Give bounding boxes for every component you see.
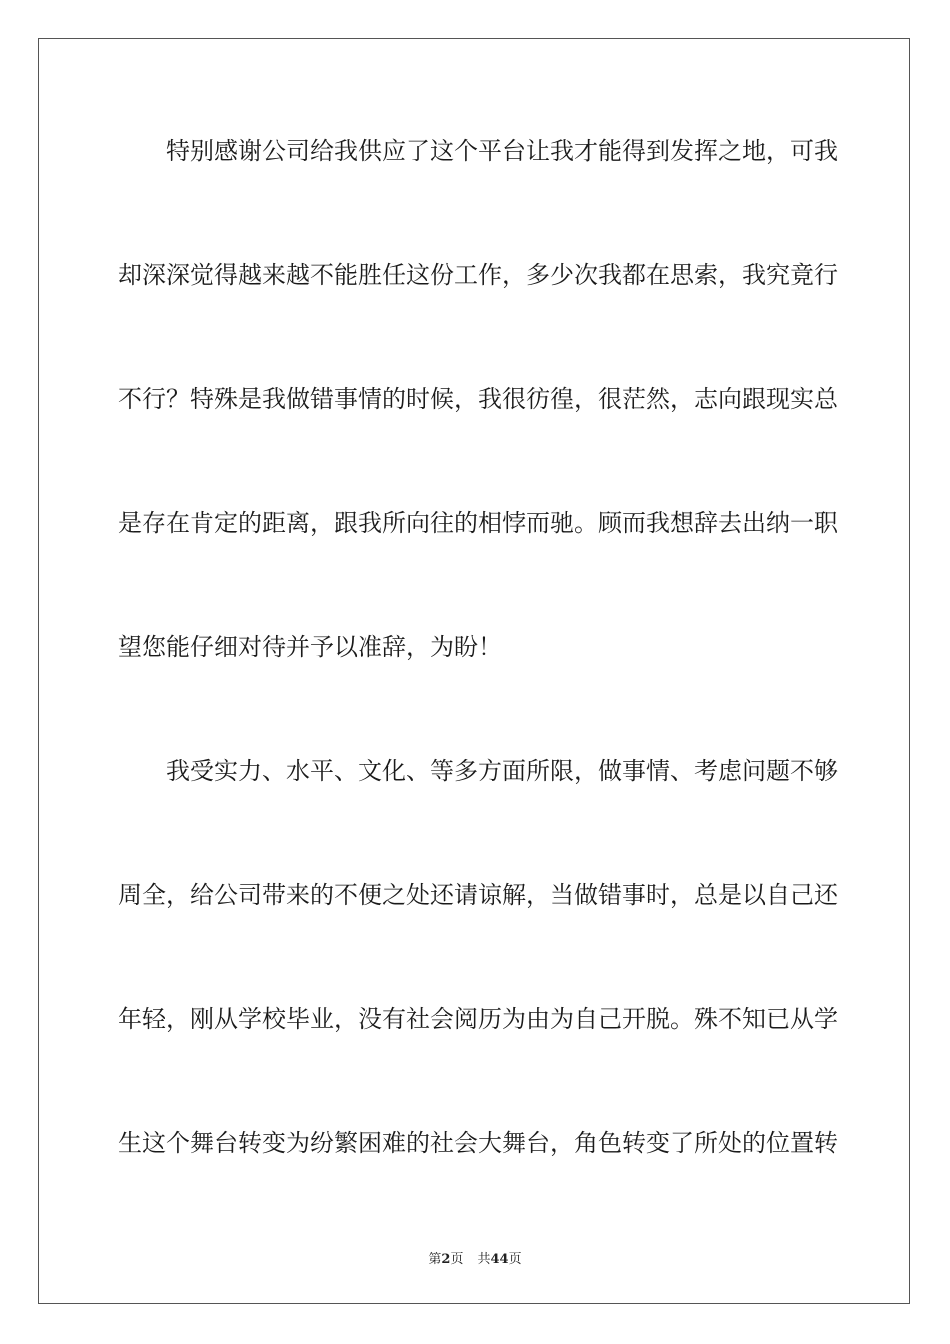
paragraph-2-line-3: 年轻，刚从学校毕业，没有社会阅历为由为自己开脱。殊不知已从学 — [118, 1005, 838, 1033]
paragraph-2-line-1: 我受实力、水平、文化、等多方面所限，做事情、考虑问题不够 — [166, 757, 838, 785]
total-pages: 44 — [490, 1252, 509, 1267]
page-border — [38, 38, 910, 1304]
paragraph-1-line-1: 特别感谢公司给我供应了这个平台让我才能得到发挥之地，可我 — [166, 137, 838, 165]
paragraph-2-line-4: 生这个舞台转变为纷繁困难的社会大舞台，角色转变了所处的位置转 — [118, 1129, 838, 1157]
paragraph-1-line-2: 却深深觉得越来越不能胜任这份工作，多少次我都在思索，我究竟行 — [118, 261, 838, 289]
page-footer — [0, 1248, 950, 1267]
page-suffix: 页 — [450, 1252, 464, 1267]
page-prefix: 第 — [428, 1252, 442, 1267]
paragraph-2-line-2: 周全，给公司带来的不便之处还请谅解，当做错事时，总是以自己还 — [118, 881, 838, 909]
page-number: 2 — [441, 1252, 451, 1267]
total-prefix: 共 — [477, 1252, 491, 1267]
paragraph-1-line-4: 是存在肯定的距离，跟我所向往的相悖而驰。顾而我想辞去出纳一职 — [118, 509, 838, 537]
paragraph-1-line-5: 望您能仔细对待并予以准辞，为盼！ — [118, 633, 502, 661]
total-suffix: 页 — [508, 1252, 522, 1267]
paragraph-1-line-3: 不行？特殊是我做错事情的时候，我很彷徨，很茫然，志向跟现实总 — [118, 385, 838, 413]
